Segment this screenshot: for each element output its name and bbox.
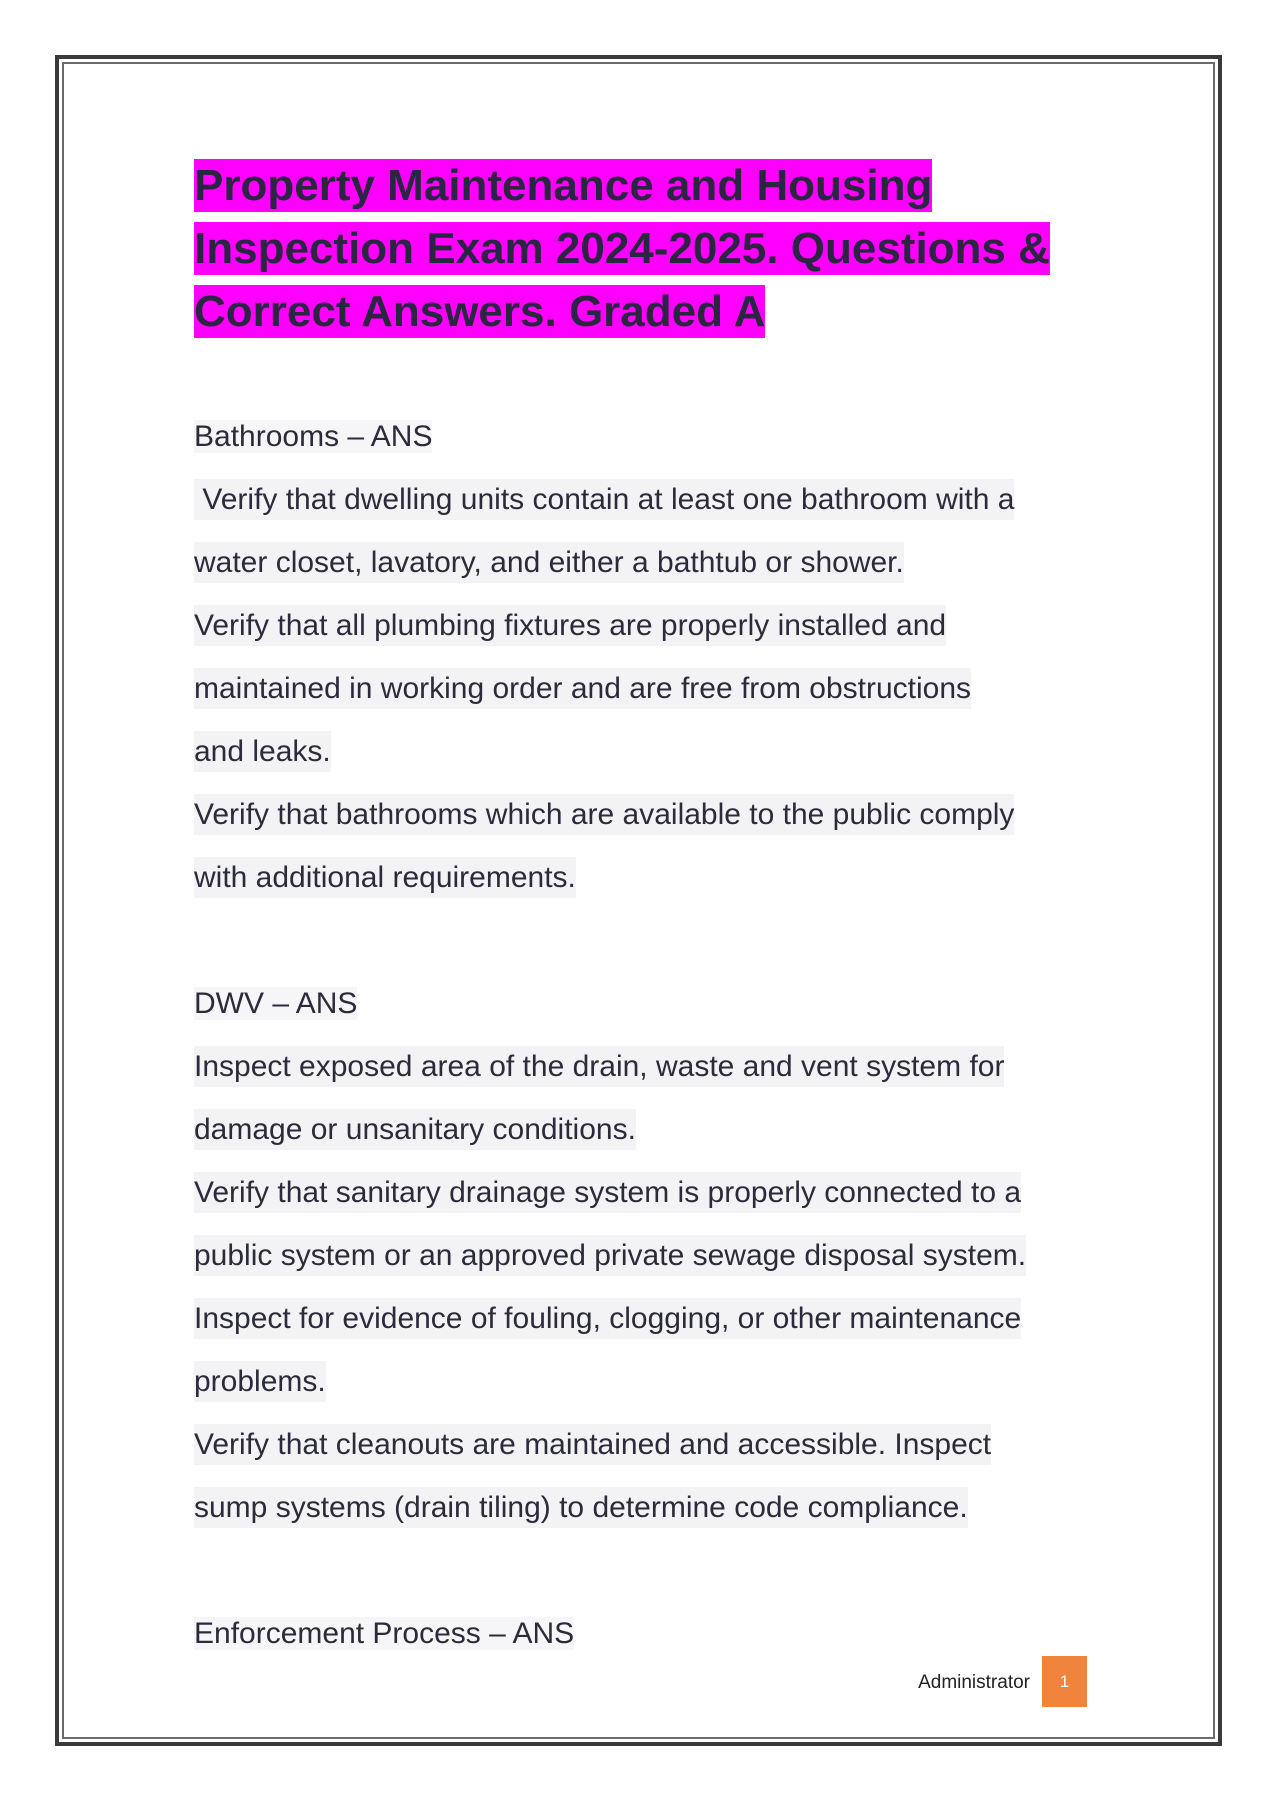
text-line: Verify that bathrooms which are available to the public comply xyxy=(194,783,1094,846)
section-bathrooms xyxy=(194,405,1094,909)
section-heading: Bathrooms – ANS xyxy=(194,420,433,453)
page-number-badge: 1 xyxy=(1042,1656,1087,1707)
text-line: with additional requirements. xyxy=(194,846,1094,909)
text-line: Verify that all plumbing fixtures are properly installed and xyxy=(194,594,1094,657)
text-line: Inspect for evidence of fouling, clogging, or other maintenance xyxy=(194,1287,1094,1350)
title-line: Inspection Exam 2024-2025. Questions & xyxy=(194,224,1050,273)
title-line: Property Maintenance and Housing xyxy=(194,161,933,210)
text-line: water closet, lavatory, and either a bathtub or shower. xyxy=(194,531,1094,594)
text-line: maintained in working order and are free from obstructions xyxy=(194,657,1094,720)
section-heading: DWV – ANS xyxy=(194,987,358,1020)
text-line: and leaks. xyxy=(194,720,1094,783)
title-line: Correct Answers. Graded A xyxy=(194,287,766,336)
text-line: sump systems (drain tiling) to determine code compliance. xyxy=(194,1476,1094,1539)
section-heading: Enforcement Process – ANS xyxy=(194,1617,575,1650)
document-body xyxy=(194,154,1094,1665)
document-title xyxy=(194,154,1094,343)
text-line: public system or an approved private sewage disposal system. xyxy=(194,1224,1094,1287)
text-line: problems. xyxy=(194,1350,1094,1413)
text-line: Inspect exposed area of the drain, waste and vent system for xyxy=(194,1035,1094,1098)
text-line: Verify that sanitary drainage system is properly connected to a xyxy=(194,1161,1094,1224)
text-line: Verify that cleanouts are maintained and accessible. Inspect xyxy=(194,1413,1094,1476)
text-line: Verify that dwelling units contain at least one bathroom with a xyxy=(194,468,1094,531)
section-dwv xyxy=(194,972,1094,1539)
section-enforcement-process xyxy=(194,1602,1094,1665)
text-line: damage or unsanitary conditions. xyxy=(194,1098,1094,1161)
footer-author: Administrator xyxy=(918,1672,1030,1693)
